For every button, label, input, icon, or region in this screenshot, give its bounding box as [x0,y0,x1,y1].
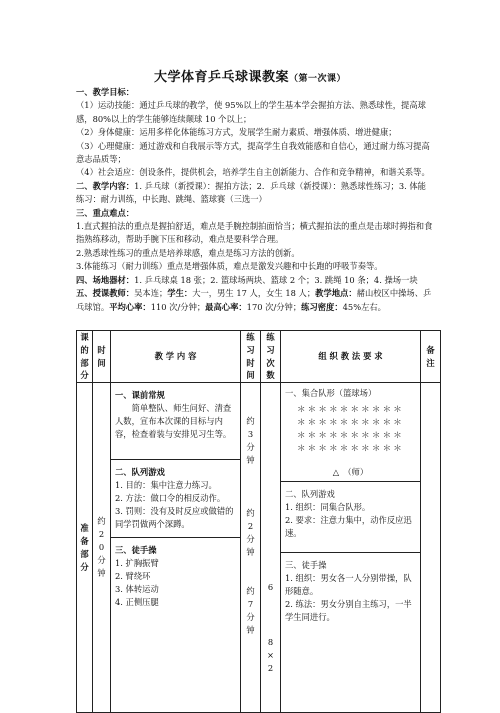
practice-time-3: 约7分钟 [246,586,255,636]
header-time [93,331,111,383]
practice-count-3: 8×2 [267,637,274,674]
content-3-title: 三、徒手操 [115,545,157,556]
location-info: 赭山校区中操场、乒乓球馆。 [76,288,432,312]
max-hr-value: 170 次/分钟； [246,301,302,312]
location-label: 教学地点： [315,288,357,299]
content-1-text: 简单整队、师生问好、清查人数，宣布本次课的目标与内容，检查着装与安排见习生等。 [115,403,232,440]
header-practice-time-text: 练习时间 [246,332,255,381]
org-3-item-2: 2. 练法：男女分别自主练习，一半学生同进行。 [285,599,412,623]
title-subtitle: （第一次课） [289,74,347,84]
avg-hr-label: 平均心率： [109,301,151,312]
content-2-item-2: 2. 方法：做口令的相反动作。 [115,493,226,504]
keypoint-3: 3.体能练习（耐力训练）重点是增强体质，难点是激发兴趣和中长跑的呼吸节奏等。 [76,261,383,272]
keypoints-heading: 三、重点难点： [76,207,135,218]
header-organization-text: 组 织 教 法 要 求 [318,351,383,362]
document-title [0,66,500,85]
lesson-intro [76,86,434,314]
content-3-item-1: 1. 扩胸振臂 [115,558,159,569]
equipment-section [76,274,434,287]
density-label: 练习密度： [301,301,343,312]
header-notes [421,331,441,383]
part-label: 准备部分 [80,522,89,572]
table-row [77,383,441,713]
org-divider-2 [281,552,420,553]
header-content [111,331,241,383]
content-heading: 二、教学内容： [76,180,135,191]
header-practice-count-text: 练习次数 [266,332,275,381]
avg-hr-value: 110 次/分钟； [150,301,206,312]
objective-4: （4）社会适应：创设条件，提供机会，培养学生自主创新能力、合作和竞争精神，和谐关系等。 [76,167,430,178]
max-hr-label: 最高心率： [205,301,247,312]
header-content-text: 教 学 内 容 [154,351,197,362]
student-info: 大一，男生 17 人，女生 18 人； [192,288,316,299]
title-main: 大学体育乒乓球课教案 [153,70,289,85]
header-practice-time [241,331,261,383]
keypoint-1: 1.直式握拍法的重点是握拍舒适，难点是手腕控制拍面恰当；横式握拍法的重点是击球时拇指和食指熟练移动，帮助手腕下压和移动，难点是要科学合理。 [76,221,433,245]
org-2-title: 二、队列游戏 [285,489,335,500]
content-text: 1. 乒乓球（新授课）：握拍方法；2．乒乓球（新授课）：熟悉球性练习；3. 体能练习：耐力训练，中长跑、跳绳、篮球赛（三选一） [76,180,426,205]
student-label: 学生： [167,288,193,299]
header-organization [281,331,421,383]
cell-content [111,383,241,713]
cell-time [93,383,111,713]
content-2-title: 二、队列游戏 [115,467,165,478]
org-2-item-2: 2. 要求：注意力集中，动作反应迅速。 [285,515,412,539]
org-divider-1 [281,481,420,482]
density-value: 45%左右。 [342,301,386,312]
teacher-position-marker: △ （师） [332,467,369,478]
teacher-heading: 五、授课教师： [76,288,135,299]
objective-1: （1）运动技能：通过乒乓球的教学，使 95%以上的学生基本学会握拍方法、熟悉球性，提高球感，80%以上的学生能够连续颠球 10 个以上； [76,100,426,124]
content-1-title: 一、课前常规 [115,390,165,401]
table-header-row [77,331,441,383]
objective-3: （3）心理健康：通过游戏和自我展示等方式，提高学生自我效能感和自信心，通过耐力练习提高意志品质等； [76,140,430,165]
content-3-item-4: 4. 正侧压腿 [115,597,159,608]
objective-2: （2）身体健康：运用多样化体能练习方式，发展学生耐力素质、增强体质、增进健康； [76,127,397,138]
equipment-text: 1. 乒乓球桌 18 张；2. 篮球场两块、篮球 2 个；3. 跳绳 10 条；4. 操场一块 [134,274,418,285]
header-part-text: 课的部分 [80,332,89,381]
practice-count-2: 6 [267,582,274,593]
equipment-heading: 四、场地器材： [76,274,135,285]
cell-organization [281,383,421,713]
objectives-heading: 一、教学目标： [76,87,135,97]
formation-row-2: ＊＊＊＊＊＊＊＊＊＊ [296,418,404,429]
cell-notes [421,383,441,713]
content-section [76,180,434,207]
content-divider-2 [111,537,240,538]
lesson-plan-table [76,330,441,713]
teacher-name: 吴本连； [134,288,168,299]
content-divider-1 [111,459,240,460]
time-label: 约20分钟 [97,516,106,579]
keypoint-2: 2.熟悉球性练习的重点是培养球感，难点是练习方法的创新。 [76,247,300,258]
formation-row-1: ＊＊＊＊＊＊＊＊＊＊ [296,405,404,416]
practice-time-2: 约2分钟 [246,508,255,558]
org-3-title: 三、徒手操 [285,560,327,571]
content-2-item-1: 1. 目的：集中注意力练习。 [115,480,217,491]
org-2-item-1: 1. 组织：同集合队形。 [285,502,371,513]
org-1-title: 一、集合队形（篮球场） [285,388,377,399]
org-3-item-1: 1. 组织：男女各一人分别带操，队形随意。 [285,573,412,597]
cell-part [77,383,93,713]
header-practice-count [261,331,281,383]
header-part [77,331,93,383]
header-notes-text: 备注 [426,344,435,368]
content-2-item-3: 3. 罚则：没有及时反应或做错的同学罚做两个深蹲。 [115,506,234,530]
cell-practice-count [261,383,281,713]
content-3-item-2: 2. 臂绕环 [115,571,151,582]
formation-row-3: ＊＊＊＊＊＊＊＊＊＊ [296,431,404,442]
practice-time-1: 约3分钟 [246,416,255,466]
header-time-text: 时间 [97,344,106,368]
teacher-section [76,287,434,314]
content-3-item-3: 3. 体转运动 [115,584,159,595]
cell-practice-time [241,383,261,713]
formation-row-4: ＊＊＊＊＊＊＊＊＊＊ [296,444,404,455]
